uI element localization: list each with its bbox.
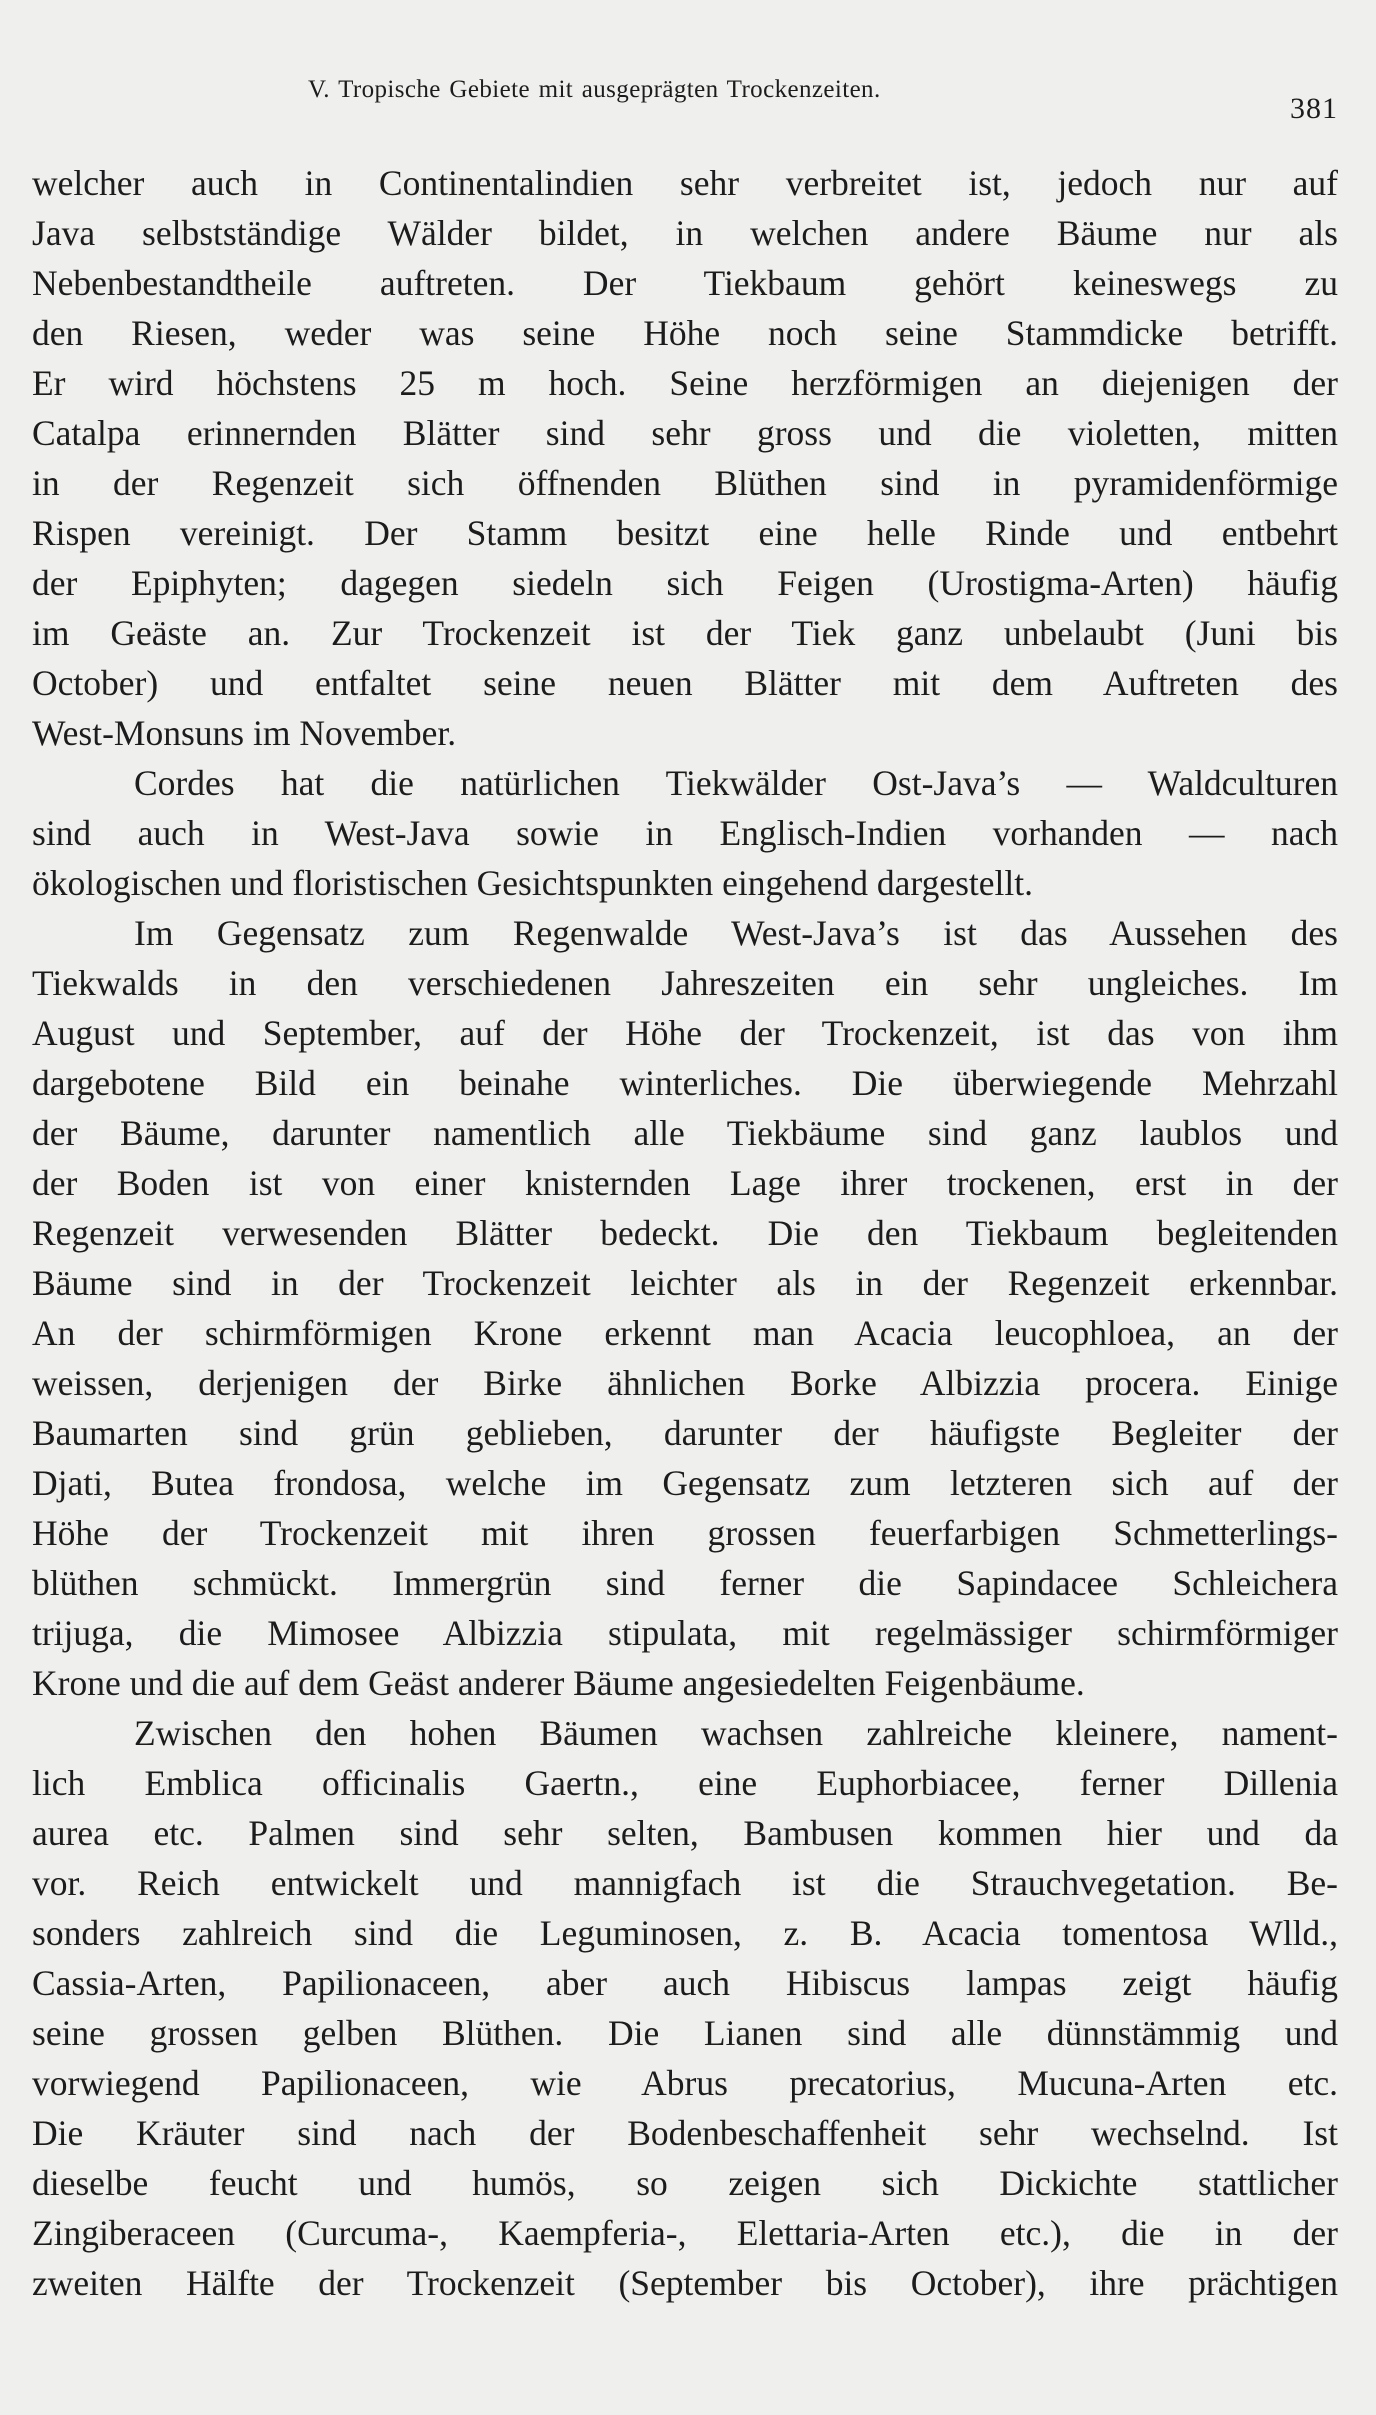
text-line: Rispen vereinigt. Der Stamm besitzt eine helle Rinde und entbehrt xyxy=(32,513,1338,553)
paragraph-start-line: Zwischen den hohen Bäumen wachsen zahlreiche kleinere, nament- xyxy=(134,1713,1338,1753)
text-line: Nebenbestandtheile auftreten. Der Tiekbaum gehört keineswegs zu xyxy=(32,263,1338,303)
text-line: aurea etc. Palmen sind sehr selten, Bambusen kommen hier und da xyxy=(32,1813,1338,1853)
text-line: welcher auch in Continentalindien sehr verbreitet ist, jedoch nur auf xyxy=(32,163,1338,203)
text-line: Tiekwalds in den verschiedenen Jahreszeiten ein sehr ungleiches. Im xyxy=(32,963,1338,1003)
text-line: Catalpa erinnernden Blätter sind sehr gross und die violetten, mitten xyxy=(32,413,1338,453)
text-line: sonders zahlreich sind die Leguminosen, z. B. Acacia tomentosa Wlld., xyxy=(32,1913,1338,1953)
paragraph-end-line: West-Monsuns im November. xyxy=(32,713,457,753)
text-line: der Boden ist von einer knisternden Lage ihrer trockenen, erst in der xyxy=(32,1163,1338,1203)
paragraph-end-line: ökologischen und floristischen Gesichtspunkten eingehend dargestellt. xyxy=(32,863,1034,903)
text-line: vorwiegend Papilionaceen, wie Abrus precatorius, Mucuna-Arten etc. xyxy=(32,2063,1338,2103)
running-title: V. Tropische Gebiete mit ausgeprägten Trockenzeiten. xyxy=(308,76,881,103)
text-line: vor. Reich entwickelt und mannigfach ist die Strauchvegetation. Be- xyxy=(32,1863,1338,1903)
text-line: zweiten Hälfte der Trockenzeit (September bis October), ihre prächtigen xyxy=(32,2263,1338,2303)
text-line: blüthen schmückt. Immergrün sind ferner die Sapindacee Schleichera xyxy=(32,1563,1338,1603)
text-line: weissen, derjenigen der Birke ähnlichen Borke Albizzia procera. Einige xyxy=(32,1363,1338,1403)
text-line: dargebotene Bild ein beinahe winterliches. Die überwiegende Mehrzahl xyxy=(32,1063,1338,1103)
text-line: Djati, Butea frondosa, welche im Gegensatz zum letzteren sich auf der xyxy=(32,1463,1338,1503)
paragraph-start-line: Im Gegensatz zum Regenwalde West-Java’s ist das Aussehen des xyxy=(134,913,1338,953)
paragraph-start-line: Cordes hat die natürlichen Tiekwälder Ost-Java’s — Waldculturen xyxy=(134,763,1338,803)
text-line: seine grossen gelben Blüthen. Die Lianen sind alle dünnstämmig und xyxy=(32,2013,1338,2053)
text-line: im Geäste an. Zur Trockenzeit ist der Tiek ganz unbelaubt (Juni bis xyxy=(32,613,1338,653)
text-line: Er wird höchstens 25 m hoch. Seine herzförmigen an diejenigen der xyxy=(32,363,1338,403)
text-line: trijuga, die Mimosee Albizzia stipulata, mit regelmässiger schirmförmiger xyxy=(32,1613,1338,1653)
text-line: der Bäume, darunter namentlich alle Tiekbäume sind ganz laublos und xyxy=(32,1113,1338,1153)
text-line: den Riesen, weder was seine Höhe noch seine Stammdicke betrifft. xyxy=(32,313,1338,353)
text-line: October) und entfaltet seine neuen Blätter mit dem Auftreten des xyxy=(32,663,1338,703)
text-line: Höhe der Trockenzeit mit ihren grossen feuerfarbigen Schmetterlings- xyxy=(32,1513,1338,1553)
paragraph-end-line: Krone und die auf dem Geäst anderer Bäume angesiedelten Feigenbäume. xyxy=(32,1663,1085,1703)
text-line: Java selbstständige Wälder bildet, in welchen andere Bäume nur als xyxy=(32,213,1338,253)
text-line: Baumarten sind grün geblieben, darunter der häufigste Begleiter der xyxy=(32,1413,1338,1453)
text-line: Cassia-Arten, Papilionaceen, aber auch Hibiscus lampas zeigt häufig xyxy=(32,1963,1338,2003)
text-line: sind auch in West-Java sowie in Englisch-Indien vorhanden — nach xyxy=(32,813,1338,853)
text-line: in der Regenzeit sich öffnenden Blüthen sind in pyramidenförmige xyxy=(32,463,1338,503)
text-line: An der schirmförmigen Krone erkennt man Acacia leucophloea, an der xyxy=(32,1313,1338,1353)
text-line: Regenzeit verwesenden Blätter bedeckt. Die den Tiekbaum begleitenden xyxy=(32,1213,1338,1253)
text-line: dieselbe feucht und humös, so zeigen sich Dickichte stattlicher xyxy=(32,2163,1338,2203)
body-text xyxy=(32,158,1338,2308)
text-line: lich Emblica officinalis Gaertn., eine Euphorbiacee, ferner Dillenia xyxy=(32,1763,1338,1803)
text-line: Zingiberaceen (Curcuma-, Kaempferia-, Elettaria-Arten etc.), die in der xyxy=(32,2213,1338,2253)
page-header xyxy=(308,76,1348,136)
text-line: der Epiphyten; dagegen siedeln sich Feigen (Urostigma-Arten) häufig xyxy=(32,563,1338,603)
text-line: August und September, auf der Höhe der Trockenzeit, ist das von ihm xyxy=(32,1013,1338,1053)
text-line: Die Kräuter sind nach der Bodenbeschaffenheit sehr wechselnd. Ist xyxy=(32,2113,1338,2153)
text-line: Bäume sind in der Trockenzeit leichter als in der Regenzeit erkennbar. xyxy=(32,1263,1338,1303)
page-number: 381 xyxy=(1290,92,1338,125)
